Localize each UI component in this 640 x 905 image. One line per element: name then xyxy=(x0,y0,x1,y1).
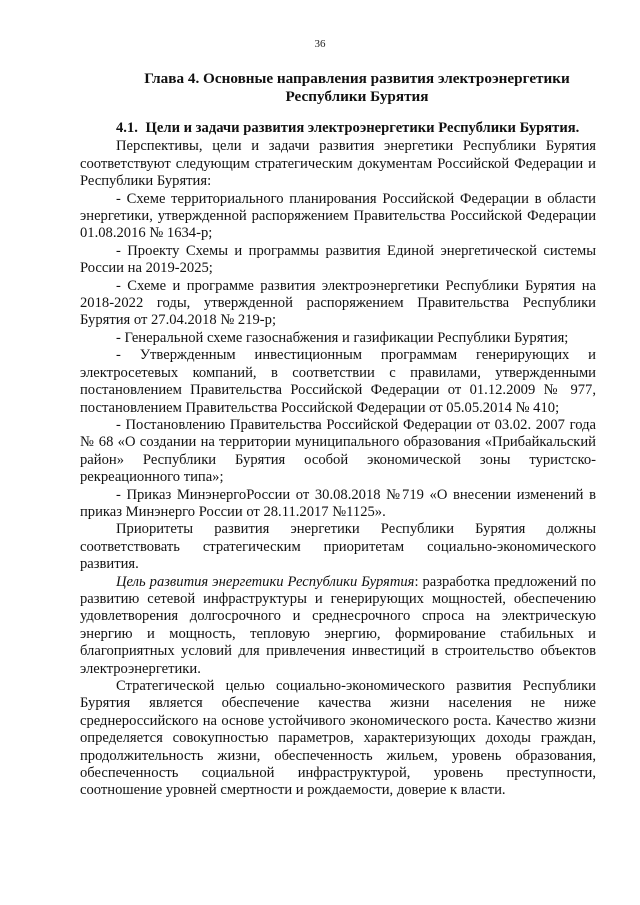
goal-label: Цель развития энергетики Республики Бурятия xyxy=(116,573,415,590)
paragraph-goal xyxy=(80,574,596,678)
paragraph-strategic-goal: Стратегической целью социально-экономического развития Республики Бурятия является обеспечение качества жизни населения не ниже среднероссийского на основе устойчивого экономического роста. Качество жизни определяется совокупностью параметров, характеризующих доходы граждан, продолжительность жизни, обеспеченность жильем, уровень образования, обеспеченность социальной инфраструктурой, уровень преступности, соотношение уровней смертности и рождаемости, доверие к власти. xyxy=(80,678,596,799)
paragraph-intro: Перспективы, цели и задачи развития энергетики Республики Бурятия соответствуют следующим стратегическим документам Российской Федерации и Республики Бурятия: xyxy=(80,138,596,190)
list-item-ministry-order: - Приказ МинэнергоРоссии от 30.08.2018 №719 «О внесении изменений в приказ Минэнерго России от 28.11.2017 №1125». xyxy=(80,486,596,520)
list-item-gas-scheme: - Генеральной схеме газоснабжения и газификации Республики Бурятия; xyxy=(116,329,569,346)
list-item-ees-scheme: - Проекту Схемы и программы развития Единой энергетической системы России на 2019-2025; xyxy=(80,242,596,277)
chapter-title: Глава 4. Основные направления развития электроэнергетики Республики Бурятия xyxy=(144,70,570,105)
list-item-territorial-scheme: - Схеме территориального планирования Российской Федерации в области энергетики, утвержденной распоряжением Правительства Российской Федерации 01.08.2016 № 1634-р; xyxy=(80,190,596,242)
section-heading xyxy=(80,120,596,137)
page-number: 36 xyxy=(314,38,326,50)
section-title: Цели и задачи развития электроэнергетики Республики Бурятия. xyxy=(145,120,580,136)
goal-text: : разработка предложений по развитию сетевой инфраструктуры и генерирующих мощностей, обеспечению удовлетворения долгосрочного и среднесрочного спроса на электрическую энергию и мощность, тепловую энергию, формирование стабильных и благоприятных условий для привлечения инвестиций в строительство объектов электроэнергетики. xyxy=(80,573,596,677)
list-item-economic-zone: - Постановлению Правительства Российской Федерации от 03.02. 2007 года № 68 «О создании на территории муниципального образования «Прибайкальский район» Республики Бурятия особой экономической зоны туристско-рекреационного типа»; xyxy=(80,416,596,486)
paragraph-priorities: Приоритеты развития энергетики Республики Бурятия должны соответствовать стратегическим приоритетам социально-экономического развития. xyxy=(80,521,596,573)
document-body xyxy=(80,120,596,800)
list-item-regional-program: - Схеме и программе развития электроэнергетики Республики Бурятия на 2018-2022 годы, утвержденной распоряжением Правительства Республики Бурятия от 27.04.2018 № 219-р; xyxy=(80,277,596,329)
list-item-investment-programs: - Утвержденным инвестиционным программам генерирующих и электросетевых компаний, в соответствии с правилами, утвержденными постановлением Правительства Российской Федерации от 01.12.2009 № 977, постановлением Правительства Российской Федерации от 05.05.2014 № 410; xyxy=(80,347,596,416)
section-number: 4.1. xyxy=(116,120,138,136)
